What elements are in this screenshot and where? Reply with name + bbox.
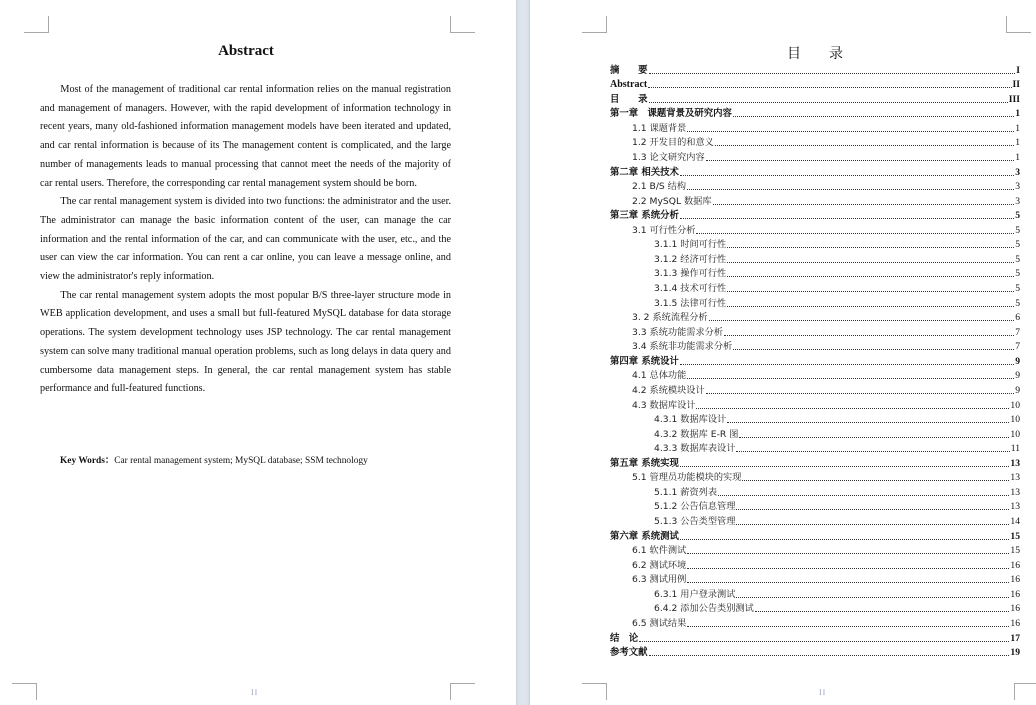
toc-entry-label: 第一章 课题背景及研究内容 (610, 108, 732, 120)
toc-entry-label: 3.1 可行性分析 (632, 224, 696, 236)
toc-entry-label: 第六章 系统测试 (610, 530, 679, 542)
toc-entry-page: III (1008, 93, 1020, 105)
toc-entry-label: 6.5 测试结果 (632, 617, 687, 629)
margin-corner-mark (450, 683, 475, 700)
toc-leader-dots (687, 582, 1009, 583)
page-number: II (819, 688, 827, 697)
toc-leader-dots (649, 102, 1008, 103)
toc-entry-page: 13 (1010, 457, 1020, 469)
toc-entry-label: 3.1.1 时间可行性 (654, 239, 727, 251)
toc-entry[interactable] (610, 381, 1020, 396)
toc-entry[interactable] (610, 352, 1020, 367)
toc-leader-dots (755, 611, 1010, 612)
toc-entry-label: 3.3 系统功能需求分析 (632, 326, 724, 338)
toc-entry-page: 15 (1010, 545, 1020, 557)
toc-leader-dots (696, 408, 1009, 409)
toc-entry-page: 5 (1015, 253, 1020, 265)
toc-entry[interactable] (610, 411, 1020, 426)
toc-entry-label: 摘 要 (610, 64, 648, 76)
toc-entry-label: 第三章 系统分析 (610, 210, 679, 222)
toc-entry-label: 3.1.5 法律可行性 (654, 297, 727, 309)
toc-entry-page: 5 (1015, 239, 1020, 251)
toc-entry-label: 4.2 系统模块设计 (632, 384, 705, 396)
toc-entry-label: 4.1 总体功能 (632, 370, 687, 382)
toc-entry-label: 3.1.4 技术可行性 (654, 283, 727, 294)
toc-entry-page: 5 (1015, 210, 1020, 222)
toc-entry-label: 3.1.3 操作可行性 (654, 268, 727, 280)
toc-entry[interactable] (610, 163, 1020, 178)
toc-leader-dots (727, 422, 1009, 423)
toc-leader-dots (696, 233, 1014, 234)
toc-entry[interactable] (610, 571, 1020, 586)
toc-leader-dots (736, 451, 1009, 452)
margin-corner-mark (450, 16, 475, 33)
toc-entry-label: 结 论 (610, 632, 639, 644)
toc-leader-dots (727, 247, 1014, 248)
toc-entry[interactable] (610, 105, 1020, 120)
toc-entry-label: 6.3 测试用例 (632, 574, 687, 586)
toc-leader-dots (706, 160, 1015, 161)
toc-entry[interactable] (610, 90, 1020, 105)
toc-entry[interactable] (610, 294, 1020, 309)
toc-entry-label: 5.1 管理员功能模块的实现 (632, 472, 742, 484)
toc-entry-page: 5 (1015, 283, 1020, 294)
toc-entry-page: 15 (1010, 530, 1020, 542)
toc-entry-label: 6.2 测试环境 (632, 559, 687, 571)
toc-entry-page: 16 (1010, 559, 1020, 571)
toc-entry[interactable] (610, 265, 1020, 280)
toc-entry[interactable] (610, 585, 1020, 600)
toc-entry-page: 19 (1010, 647, 1020, 659)
toc-leader-dots (727, 306, 1014, 307)
toc-entry-label: 第五章 系统实现 (610, 457, 679, 469)
toc-entry-label: 3. 2 系统流程分析 (632, 312, 708, 324)
toc-entry[interactable] (610, 134, 1020, 149)
toc-entry-page: 17 (1010, 632, 1020, 644)
toc-entry-page: 16 (1010, 603, 1020, 615)
toc-entry-label: 5.1.1 薪资列表 (654, 486, 718, 498)
toc-leader-dots (687, 131, 1014, 132)
toc-entry[interactable] (610, 279, 1020, 294)
toc-entry[interactable] (610, 542, 1020, 557)
toc-entry[interactable] (610, 367, 1020, 382)
toc-entry[interactable] (610, 454, 1020, 469)
toc-leader-dots (742, 480, 1009, 481)
toc-entry-page: 7 (1015, 326, 1020, 338)
toc-entry-label: 1.3 论文研究内容 (632, 151, 705, 163)
toc-entry-label: 4.3 数据库设计 (632, 399, 696, 411)
toc-entry-page: 1 (1015, 151, 1020, 163)
abstract-title: Abstract (218, 43, 274, 59)
toc-entry-label: 4.3.3 数据库表设计 (654, 443, 736, 455)
toc-entry[interactable] (610, 207, 1020, 222)
toc-leader-dots (736, 597, 1009, 598)
toc-leader-dots (727, 262, 1014, 263)
toc-entry-page: 1 (1015, 122, 1020, 134)
toc-leader-dots (687, 378, 1014, 379)
keywords-line (60, 452, 368, 466)
page-number: II (251, 688, 259, 697)
toc-entry-page: II (1012, 79, 1020, 91)
toc-entry-page: 1 (1015, 137, 1020, 149)
toc-entry[interactable] (610, 178, 1020, 193)
margin-corner-mark (12, 683, 37, 700)
toc-entry-page: 10 (1010, 414, 1020, 426)
toc-entry[interactable] (610, 221, 1020, 236)
abstract-paragraph: The car rental management system adopts the most popular B/S three-layer structure mode in WEB application development, and uses a small but full-featured MySQL database for data storage operations. The system development technology uses JSP technology. The car rental management system can solve many traditional manual operation problems, such as long delays in data query and cumbersome data management steps. In general, the car rental management system has stable performance and full-featured functions. (40, 289, 451, 395)
toc-leader-dots (706, 393, 1015, 394)
toc-leader-dots (736, 509, 1009, 510)
toc-entry-label: 6.3.1 用户登录测试 (654, 588, 736, 600)
toc-leader-dots (687, 553, 1009, 554)
toc-leader-dots (687, 189, 1014, 190)
toc-leader-dots (649, 73, 1016, 74)
toc-entry-label: 4.3.2 数据库 E-R 图 (654, 428, 739, 440)
toc-entry-label: 5.1.2 公告信息管理 (654, 501, 736, 513)
toc-leader-dots (727, 276, 1014, 277)
toc-entry[interactable] (610, 425, 1020, 440)
toc-entry-page: 13 (1010, 472, 1020, 484)
toc-leader-dots (680, 364, 1014, 365)
toc-entry[interactable] (610, 556, 1020, 571)
toc-entry-page: 10 (1010, 399, 1020, 411)
toc-entry[interactable] (610, 323, 1020, 338)
margin-corner-mark (582, 683, 607, 700)
toc-entry-label: 目 录 (610, 93, 648, 105)
toc-entry-label: 参考文献 (610, 647, 648, 659)
margin-corner-mark (1006, 16, 1031, 33)
keywords-label: Key Words： (60, 456, 115, 466)
toc-entry[interactable] (610, 250, 1020, 265)
toc-entry-label: Abstract (610, 79, 648, 91)
toc-entry-page: 5 (1015, 297, 1020, 309)
toc-entry[interactable] (610, 629, 1020, 644)
toc-leader-dots (687, 568, 1009, 569)
toc-entry[interactable] (610, 192, 1020, 207)
toc-entry-page: 3 (1015, 181, 1020, 193)
toc-entry-label: 2.2 MySQL 数据库 (632, 195, 712, 207)
toc-entry-page: 6 (1015, 312, 1020, 324)
toc-entry[interactable] (610, 236, 1020, 251)
toc-entry[interactable] (610, 61, 1020, 76)
toc-leader-dots (739, 437, 1009, 438)
abstract-paragraph: Most of the management of traditional car rental information relies on the manual registration and management of managers. However, with the rapid development of information technology in recent years, many old-fashioned information management models have been iterated and updated, and car rental information is because of its The management content is complicated, and the large number of managements leads to manual processing that cannot meet the needs of the majority of car rental users. Therefore, the corresponding car rental management system should be born. (40, 84, 451, 189)
toc-entry[interactable] (610, 338, 1020, 353)
toc-leader-dots (718, 495, 1009, 496)
toc-entry-page: 5 (1015, 224, 1020, 236)
toc-leader-dots (649, 655, 1010, 656)
toc-entry[interactable] (610, 600, 1020, 615)
toc-leader-dots (713, 204, 1015, 205)
toc-entry-label: 1.1 课题背景 (632, 122, 687, 134)
toc-page (530, 0, 1036, 705)
toc-entry-page: 16 (1010, 588, 1020, 600)
toc-entry-page: 14 (1010, 516, 1020, 527)
toc-leader-dots (733, 116, 1014, 117)
toc-leader-dots (736, 524, 1009, 525)
toc-entry-page: I (1016, 64, 1020, 76)
toc-leader-dots (687, 626, 1009, 627)
toc-entry-label: 1.2 开发目的和意义 (632, 137, 714, 149)
table-of-contents (610, 61, 1020, 658)
toc-entry[interactable] (610, 527, 1020, 542)
toc-entry-page: 3 (1015, 166, 1020, 178)
toc-entry-label: 第四章 系统设计 (610, 355, 679, 367)
toc-leader-dots (639, 641, 1009, 642)
toc-entry-page: 10 (1010, 428, 1020, 440)
toc-entry-label: 6.4.2 添加公告类别测试 (654, 603, 754, 615)
toc-entry-label: 3.4 系统非功能需求分析 (632, 341, 733, 353)
toc-entry[interactable] (610, 119, 1020, 134)
toc-leader-dots (733, 349, 1014, 350)
toc-entry[interactable] (610, 614, 1020, 629)
toc-entry[interactable] (610, 512, 1020, 527)
toc-entry-page: 13 (1010, 486, 1020, 498)
toc-entry-label: 4.3.1 数据库设计 (654, 414, 727, 426)
toc-leader-dots (709, 320, 1015, 321)
toc-entry[interactable] (610, 498, 1020, 513)
keywords-text: Car rental management system; MySQL database; SSM technology (114, 456, 368, 466)
toc-leader-dots (724, 335, 1014, 336)
toc-entry[interactable] (610, 76, 1020, 91)
toc-entry-page: 7 (1015, 341, 1020, 353)
toc-entry[interactable] (610, 440, 1020, 455)
toc-leader-dots (715, 145, 1014, 146)
toc-entry-page: 9 (1015, 384, 1020, 396)
toc-leader-dots (648, 87, 1011, 88)
toc-entry-page: 1 (1015, 108, 1020, 120)
toc-leader-dots (680, 218, 1014, 219)
toc-entry-page: 16 (1010, 574, 1020, 586)
page-gutter (516, 0, 530, 705)
toc-entry-label: 3.1.2 经济可行性 (654, 253, 727, 265)
abstract-body (40, 81, 451, 399)
toc-entry[interactable] (610, 469, 1020, 484)
abstract-paragraph: The car rental management system is divided into two functions: the administrator and the user. The administrator can manage the basic information content of the user, can manage the car information and the rental information of the car, and can communicate with the user, etc., and the user can view the car information. You can rent a car online, you can leave a message online, and view the administrator's reply information. (40, 196, 451, 283)
toc-entry[interactable] (610, 396, 1020, 411)
margin-corner-mark (24, 16, 49, 33)
toc-leader-dots (680, 539, 1010, 540)
toc-entry-page: 9 (1015, 355, 1020, 367)
toc-leader-dots (727, 291, 1014, 292)
toc-title: 目 录 (787, 46, 843, 62)
toc-entry-label: 5.1.3 公告类型管理 (654, 516, 736, 527)
toc-entry[interactable] (610, 483, 1020, 498)
toc-entry-page: 16 (1010, 617, 1020, 629)
toc-leader-dots (680, 466, 1010, 467)
toc-entry[interactable] (610, 148, 1020, 163)
toc-entry-label: 2.1 B/S 结构 (632, 181, 687, 193)
toc-entry-page: 3 (1015, 195, 1020, 207)
toc-entry-page: 11 (1010, 443, 1020, 455)
margin-corner-mark (1014, 683, 1036, 700)
toc-entry-page: 5 (1015, 268, 1020, 280)
toc-entry-page: 9 (1015, 370, 1020, 382)
toc-entry[interactable] (610, 309, 1020, 324)
toc-entry-label: 6.1 软件测试 (632, 545, 687, 557)
abstract-page (0, 0, 516, 705)
toc-entry-page: 13 (1010, 501, 1020, 513)
toc-leader-dots (680, 175, 1014, 176)
toc-entry[interactable] (610, 644, 1020, 659)
margin-corner-mark (582, 16, 607, 33)
toc-entry-label: 第二章 相关技术 (610, 166, 679, 178)
